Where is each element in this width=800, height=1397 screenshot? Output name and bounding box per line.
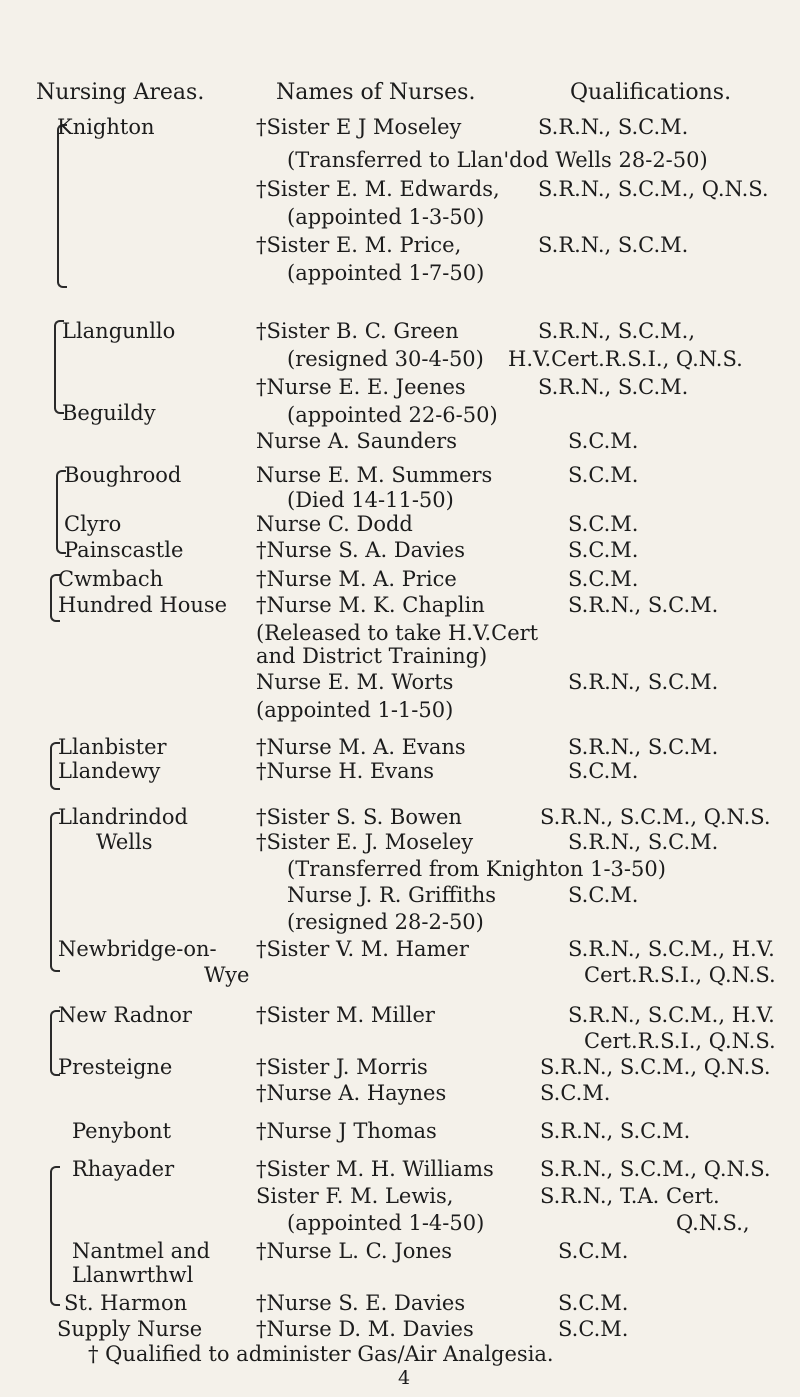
qualification: S.R.N., S.C.M., Q.N.S. — [538, 177, 769, 201]
qualification: S.R.N., S.C.M. — [540, 1119, 691, 1143]
nurse-note: (Transferred from Knighton 1-3-50) — [287, 857, 666, 881]
qualification: S.R.N., T.A. Cert. — [540, 1184, 720, 1208]
area-knighton: Knighton — [57, 115, 155, 139]
qualification: S.R.N., S.C.M. — [538, 115, 689, 139]
nurse-note: (Transferred to Llan'dod Wells 28-2-50) — [287, 148, 708, 172]
header-qualifications: Qualifications. — [570, 80, 732, 105]
qualification: S.C.M. — [568, 883, 639, 907]
nurse-note: (appointed 1-7-50) — [287, 261, 485, 285]
qualification: S.R.N., S.C.M., H.V. — [568, 937, 775, 961]
nurse-name: †Sister S. S. Bowen — [256, 805, 462, 829]
nurse-name: †Sister B. C. Green — [256, 319, 459, 343]
qualification: S.C.M. — [540, 1081, 611, 1105]
area-llanbister: Llanbister — [58, 735, 167, 759]
nurse-name: †Nurse E. E. Jeenes — [256, 375, 466, 399]
qualification: S.C.M. — [568, 512, 639, 536]
area-st-harmon: St. Harmon — [64, 1291, 188, 1315]
nurse-name: Nurse E. M. Summers — [256, 463, 493, 487]
qualification: S.R.N., S.C.M. — [568, 830, 719, 854]
nurse-name: †Sister M. Miller — [256, 1003, 435, 1027]
qualification: S.R.N., S.C.M. — [568, 670, 719, 694]
nurse-note: (Died 14-11-50) — [287, 488, 454, 512]
qualification: S.R.N., S.C.M. — [568, 593, 719, 617]
qualification: S.C.M. — [558, 1239, 629, 1263]
nurse-name: †Sister E. J. Moseley — [256, 830, 474, 854]
nurse-note: and District Training) — [256, 644, 488, 668]
qualification: Q.N.S., — [676, 1211, 750, 1235]
nurse-note: (appointed 1-4-50) — [287, 1211, 485, 1235]
nurse-name: Sister F. M. Lewis, — [256, 1184, 454, 1208]
area-cwmbach: Cwmbach — [58, 567, 164, 591]
nurse-note: (resigned 28-2-50) — [287, 910, 484, 934]
qualification: S.R.N., S.C.M., H.V. — [568, 1003, 775, 1027]
nurse-note: (appointed 22-6-50) — [287, 403, 498, 427]
qualification: S.R.N., S.C.M. — [538, 233, 689, 257]
area-beguildy: Beguildy — [62, 401, 156, 425]
qualification: S.C.M. — [558, 1317, 629, 1341]
qualification: S.R.N., S.C.M. — [538, 375, 689, 399]
area-penybont: Penybont — [72, 1119, 172, 1143]
qualification: S.R.N., S.C.M., — [538, 319, 696, 343]
area-newbridge-wye: Wye — [204, 963, 250, 987]
area-boughrood: Boughrood — [64, 463, 182, 487]
nurse-name: †Nurse H. Evans — [256, 759, 434, 783]
area-llanwrthwl: Llanwrthwl — [72, 1263, 194, 1287]
area-supply-nurse: Supply Nurse — [57, 1317, 203, 1341]
nurse-name: Nurse A. Saunders — [256, 429, 457, 453]
qualification: S.C.M. — [568, 759, 639, 783]
qualification: S.R.N., S.C.M., Q.N.S. — [540, 1157, 771, 1181]
nurse-name: †Nurse L. C. Jones — [256, 1239, 453, 1263]
area-rhayader: Rhayader — [72, 1157, 175, 1181]
area-llangunllo: Llangunllo — [62, 319, 176, 343]
qualification: S.C.M. — [558, 1291, 629, 1315]
nurse-name: †Nurse M. A. Evans — [256, 735, 466, 759]
nurse-name: †Sister E. M. Price, — [256, 233, 462, 257]
nurse-note: (Released to take H.V.Cert — [256, 621, 539, 645]
area-hundred-house: Hundred House — [58, 593, 228, 617]
nurse-name: †Nurse D. M. Davies — [256, 1317, 474, 1341]
area-llandewy: Llandewy — [58, 759, 161, 783]
qualification: S.C.M. — [568, 463, 639, 487]
qualification: S.C.M. — [568, 567, 639, 591]
area-painscastle: Painscastle — [64, 538, 184, 562]
nurse-name: †Nurse S. A. Davies — [256, 538, 465, 562]
area-nantmel: Nantmel and — [72, 1239, 211, 1263]
nurse-note: (resigned 30-4-50) — [287, 347, 484, 371]
qualification: S.C.M. — [568, 538, 639, 562]
header-names: Names of Nurses. — [276, 80, 476, 105]
page-number: 4 — [398, 1367, 411, 1389]
nurse-name: †Sister J. Morris — [256, 1055, 428, 1079]
nurse-name: Nurse C. Dodd — [256, 512, 413, 536]
qualification: Cert.R.S.I., Q.N.S. — [584, 1029, 776, 1053]
brace-rhayader — [50, 1166, 60, 1306]
area-presteigne: Presteigne — [58, 1055, 173, 1079]
nurse-name: †Nurse S. E. Davies — [256, 1291, 466, 1315]
area-clyro: Clyro — [64, 512, 122, 536]
nurse-name: †Nurse M. A. Price — [256, 567, 457, 591]
qualification: H.V.Cert.R.S.I., Q.N.S. — [508, 347, 743, 371]
nurse-note: (appointed 1-3-50) — [287, 205, 485, 229]
qualification: S.R.N., S.C.M. — [568, 735, 719, 759]
qualification: S.R.N., S.C.M., Q.N.S. — [540, 1055, 771, 1079]
nurse-name: †Sister E. M. Edwards, — [256, 177, 500, 201]
nurse-name: †Sister E J Moseley — [256, 115, 462, 139]
brace-knighton — [57, 124, 67, 288]
nurse-name: †Sister M. H. Williams — [256, 1157, 494, 1181]
qualification: S.R.N., S.C.M., Q.N.S. — [540, 805, 771, 829]
nurse-name: †Sister V. M. Hamer — [256, 937, 469, 961]
area-newbridge: Newbridge-on- — [58, 937, 217, 961]
nurse-name: Nurse E. M. Worts — [256, 670, 454, 694]
area-llandrindod: Llandrindod — [58, 805, 188, 829]
nurse-name: Nurse J. R. Griffiths — [287, 883, 497, 907]
nurse-name: †Nurse M. K. Chaplin — [256, 593, 485, 617]
nurse-name: †Nurse A. Haynes — [256, 1081, 447, 1105]
qualification: S.C.M. — [568, 429, 639, 453]
area-llandrindod-wells: Wells — [96, 830, 153, 854]
nurse-name: †Nurse J Thomas — [256, 1119, 437, 1143]
nurse-note: (appointed 1-1-50) — [256, 698, 454, 722]
area-new-radnor: New Radnor — [58, 1003, 192, 1027]
footnote: † Qualified to administer Gas/Air Analgesia. — [88, 1342, 554, 1366]
qualification: Cert.R.S.I., Q.N.S. — [584, 963, 776, 987]
header-nursing-areas: Nursing Areas. — [36, 80, 205, 105]
